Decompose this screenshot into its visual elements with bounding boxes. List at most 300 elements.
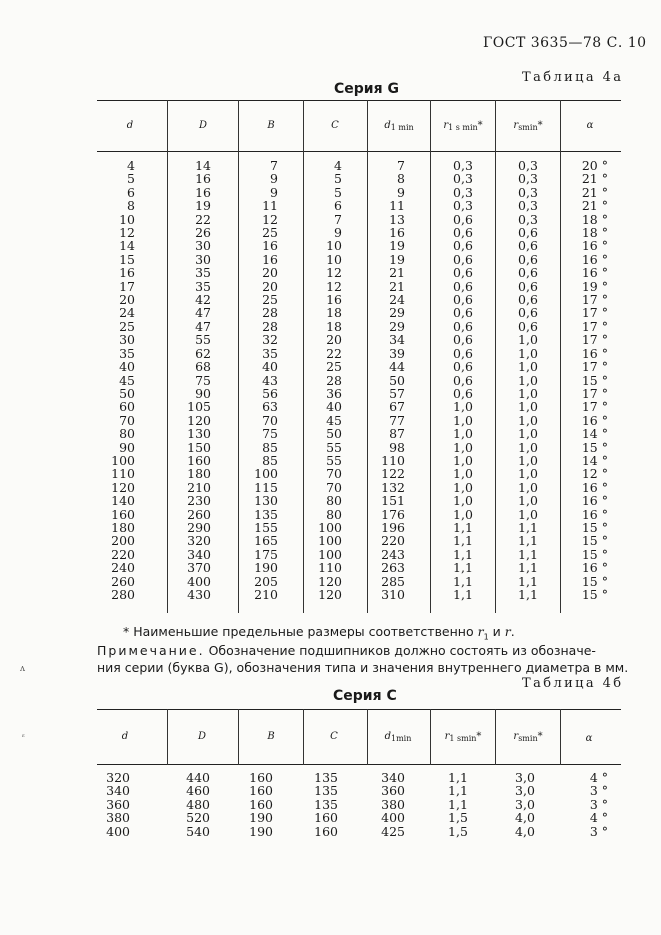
- table-4b-top-rule: [97, 709, 621, 710]
- column-r1: [453, 159, 473, 601]
- table-cell: 160: [249, 783, 273, 799]
- table-cell: 105: [187, 399, 211, 415]
- column-d: [98, 771, 130, 838]
- table-cell: 1,0: [453, 426, 473, 442]
- table-cell: 17 °: [581, 385, 608, 401]
- footnote: * Наименьшие предельные размеры соответственно $r_1$ и r.: [123, 624, 515, 642]
- table-cell: 1,1: [448, 770, 468, 785]
- table-cell: 43: [262, 372, 278, 388]
- table-cell: 40: [119, 359, 135, 375]
- table-cell: 1,0: [453, 479, 473, 495]
- table-cell: 15 °: [581, 519, 608, 535]
- table-cell: 11: [389, 198, 405, 214]
- table-cell: 22: [195, 211, 211, 227]
- table-cell: 57: [389, 385, 405, 401]
- header-rsmin: $r_{smin}*$: [513, 731, 543, 743]
- table-cell: 13: [389, 211, 405, 227]
- table-4b-series-title: Серия С: [333, 688, 397, 704]
- table-cell: 160: [314, 823, 338, 839]
- table-4b-header-rule: [97, 764, 621, 765]
- table-cell: 130: [254, 493, 278, 509]
- table-cell: 132: [381, 479, 405, 495]
- table-cell: 16: [195, 184, 211, 200]
- header-d: d: [126, 120, 134, 131]
- table-cell: 440: [186, 770, 210, 785]
- table-cell: 70: [326, 479, 342, 495]
- header-d: d: [121, 731, 129, 742]
- table-cell: 16: [119, 265, 135, 281]
- table-cell: 380: [106, 810, 130, 826]
- table-cell: 0,6: [453, 225, 473, 241]
- table-cell: 7: [270, 158, 278, 173]
- table-cell: 98: [389, 439, 405, 455]
- table-4b-col-divider: [238, 709, 239, 765]
- column-C: [308, 771, 338, 838]
- table-cell: 50: [389, 372, 405, 388]
- table-cell: 243: [381, 546, 405, 562]
- column-D: [180, 771, 210, 838]
- table-cell: 16: [195, 171, 211, 187]
- table-cell: 12: [262, 211, 278, 227]
- table-cell: 1,0: [453, 412, 473, 428]
- table-cell: 120: [318, 573, 342, 589]
- table-cell: 35: [195, 265, 211, 281]
- table-cell: 45: [326, 412, 342, 428]
- table-cell: 21 °: [581, 171, 608, 187]
- table-cell: 1,1: [453, 533, 473, 549]
- table-cell: 50: [119, 385, 135, 401]
- table-cell: 1,1: [453, 587, 473, 602]
- table-cell: 0,6: [453, 211, 473, 227]
- table-cell: 16 °: [581, 506, 608, 522]
- table-4a-series-title: Серия G: [334, 81, 399, 97]
- table-cell: 35: [195, 278, 211, 294]
- table-cell: 0,6: [453, 238, 473, 254]
- column-B: [248, 159, 278, 601]
- header-B: B: [267, 731, 275, 742]
- table-cell: 67: [389, 399, 405, 415]
- table-cell: 20: [326, 332, 342, 348]
- table-cell: 18 °: [581, 211, 608, 227]
- table-cell: 110: [381, 452, 405, 468]
- table-cell: 1,0: [518, 372, 538, 388]
- table-cell: 9: [334, 225, 342, 241]
- table-cell: 0,6: [518, 278, 538, 294]
- table-cell: 29: [389, 318, 405, 334]
- table-cell: 18: [326, 305, 342, 321]
- table-cell: 190: [249, 823, 273, 839]
- table-cell: 4,0: [515, 810, 535, 826]
- table-cell: 135: [254, 506, 278, 522]
- table-cell: 1,0: [453, 452, 473, 468]
- table-cell: 70: [119, 412, 135, 428]
- table-cell: 1,0: [518, 479, 538, 495]
- table-cell: 176: [381, 506, 405, 522]
- table-cell: 16 °: [581, 251, 608, 267]
- table-cell: 0,3: [453, 171, 473, 187]
- table-cell: 47: [195, 305, 211, 321]
- table-cell: 21: [389, 278, 405, 294]
- column-d: [100, 159, 135, 601]
- note-line-1: Примечание. Обозначение подшипников должно состоять из обозначе-: [97, 643, 596, 658]
- table-cell: 22: [326, 345, 342, 361]
- table-cell: 115: [254, 479, 278, 495]
- table-cell: 17 °: [581, 318, 608, 334]
- table-cell: 175: [254, 546, 278, 562]
- table-cell: 15 °: [581, 546, 608, 562]
- table-cell: 40: [262, 359, 278, 375]
- table-cell: 1,0: [518, 412, 538, 428]
- table-cell: 55: [326, 439, 342, 455]
- table-4b-col-divider: [495, 709, 496, 765]
- table-cell: 160: [187, 452, 211, 468]
- table-cell: 520: [186, 810, 210, 826]
- table-cell: 80: [326, 506, 342, 522]
- table-cell: 400: [381, 810, 405, 826]
- table-cell: 1,1: [453, 560, 473, 576]
- table-cell: 210: [187, 479, 211, 495]
- table-cell: 0,6: [518, 238, 538, 254]
- table-cell: 100: [254, 466, 278, 482]
- table-cell: 220: [111, 546, 135, 562]
- table-cell: 16: [262, 251, 278, 267]
- table-cell: 1,1: [453, 519, 473, 535]
- table-cell: 15 °: [581, 587, 608, 602]
- table-cell: 0,3: [518, 198, 538, 214]
- table-cell: 0,6: [453, 332, 473, 348]
- table-cell: 20: [119, 292, 135, 308]
- table-cell: 1,0: [518, 426, 538, 442]
- column-D: [178, 159, 211, 601]
- table-cell: 25: [119, 318, 135, 334]
- column-d1: [373, 771, 405, 838]
- table-cell: 100: [318, 533, 342, 549]
- table-cell: 4,0: [515, 823, 535, 839]
- table-cell: 190: [249, 810, 273, 826]
- margin-mark: ʌ: [20, 664, 26, 674]
- table-cell: 16 °: [581, 345, 608, 361]
- header-C: C: [331, 120, 339, 131]
- table-4a-col-divider: [560, 100, 561, 613]
- table-cell: 14 °: [581, 426, 608, 442]
- table-cell: 0,3: [518, 184, 538, 200]
- table-cell: 87: [389, 426, 405, 442]
- table-cell: 62: [195, 345, 211, 361]
- table-cell: 1,0: [518, 439, 538, 455]
- table-cell: 26: [195, 225, 211, 241]
- table-cell: 190: [254, 560, 278, 576]
- table-cell: 155: [254, 519, 278, 535]
- table-cell: 151: [381, 493, 405, 509]
- table-cell: 55: [195, 332, 211, 348]
- table-cell: 12: [119, 225, 135, 241]
- table-cell: 6: [334, 198, 342, 214]
- table-cell: 16 °: [581, 479, 608, 495]
- table-cell: 32: [262, 332, 278, 348]
- table-cell: 30: [195, 238, 211, 254]
- table-4b-col-divider: [430, 709, 431, 765]
- table-cell: 110: [111, 466, 135, 482]
- note-line-2: ния серии (буква G), обозначения типа и значения внутреннего диаметра в мм.: [97, 660, 629, 675]
- table-cell: 30: [119, 332, 135, 348]
- table-cell: 0,6: [453, 292, 473, 308]
- table-cell: 20: [262, 278, 278, 294]
- column-alpha: [568, 159, 608, 601]
- table-cell: 310: [381, 587, 405, 602]
- table-cell: 210: [254, 587, 278, 602]
- table-cell: 1,1: [518, 573, 538, 589]
- page-header: ГОСТ 3635—78 С. 10: [483, 35, 647, 51]
- table-4b-col-divider: [560, 709, 561, 765]
- table-cell: 340: [187, 546, 211, 562]
- table-cell: 100: [318, 546, 342, 562]
- table-cell: 1,0: [518, 332, 538, 348]
- table-cell: 165: [254, 533, 278, 549]
- table-cell: 0,6: [453, 265, 473, 281]
- table-cell: 285: [381, 573, 405, 589]
- table-cell: 15: [119, 251, 135, 267]
- table-cell: 36: [326, 385, 342, 401]
- table-cell: 340: [106, 783, 130, 799]
- table-cell: 3,0: [515, 783, 535, 799]
- table-cell: 230: [187, 493, 211, 509]
- table-cell: 1,0: [453, 493, 473, 509]
- table-cell: 1,1: [518, 519, 538, 535]
- table-cell: 63: [262, 399, 278, 415]
- table-cell: 290: [187, 519, 211, 535]
- table-cell: 19: [195, 198, 211, 214]
- table-cell: 200: [111, 533, 135, 549]
- table-cell: 70: [326, 466, 342, 482]
- table-cell: 540: [186, 823, 210, 839]
- table-cell: 21: [389, 265, 405, 281]
- table-cell: 10: [119, 211, 135, 227]
- table-cell: 7: [334, 211, 342, 227]
- table-cell: 19: [389, 251, 405, 267]
- table-cell: 1,1: [453, 573, 473, 589]
- table-cell: 1,0: [453, 466, 473, 482]
- table-cell: 0,6: [518, 305, 538, 321]
- table-cell: 5: [127, 171, 135, 187]
- table-cell: 20: [262, 265, 278, 281]
- table-cell: 135: [314, 770, 338, 785]
- table-cell: 0,6: [453, 372, 473, 388]
- table-cell: 10: [326, 238, 342, 254]
- table-cell: 400: [187, 573, 211, 589]
- table-cell: 0,6: [518, 225, 538, 241]
- table-cell: 0,6: [453, 278, 473, 294]
- header-B: B: [267, 120, 275, 131]
- table-cell: 1,1: [518, 560, 538, 576]
- table-cell: 8: [127, 198, 135, 214]
- table-cell: 1,1: [453, 546, 473, 562]
- table-cell: 260: [111, 573, 135, 589]
- table-cell: 12 °: [581, 466, 608, 482]
- table-cell: 68: [195, 359, 211, 375]
- table-cell: 180: [187, 466, 211, 482]
- table-cell: 25: [262, 292, 278, 308]
- table-cell: 85: [262, 452, 278, 468]
- table-cell: 5: [334, 184, 342, 200]
- table-cell: 11: [262, 198, 278, 214]
- table-cell: 1,0: [518, 399, 538, 415]
- table-cell: 19: [389, 238, 405, 254]
- table-cell: 75: [262, 426, 278, 442]
- table-cell: 90: [119, 439, 135, 455]
- table-cell: 120: [111, 479, 135, 495]
- table-cell: 28: [262, 318, 278, 334]
- table-cell: 120: [187, 412, 211, 428]
- table-cell: 17: [119, 278, 135, 294]
- table-4a-col-divider: [303, 100, 304, 613]
- table-4a-top-rule: [97, 100, 621, 101]
- table-cell: 6: [127, 184, 135, 200]
- table-cell: 45: [119, 372, 135, 388]
- table-cell: 135: [314, 796, 338, 812]
- table-cell: 10: [326, 251, 342, 267]
- table-cell: 160: [249, 796, 273, 812]
- table-cell: 140: [111, 493, 135, 509]
- table-cell: 4 °: [589, 810, 608, 826]
- table-cell: 320: [106, 770, 130, 785]
- table-4a-caption: Таблица 4а: [522, 70, 624, 85]
- table-cell: 85: [262, 439, 278, 455]
- table-cell: 16: [326, 292, 342, 308]
- table-cell: 1,0: [453, 439, 473, 455]
- table-cell: 16 °: [581, 560, 608, 576]
- table-cell: 360: [106, 796, 130, 812]
- table-cell: 9: [397, 184, 405, 200]
- table-cell: 21 °: [581, 198, 608, 214]
- table-cell: 28: [262, 305, 278, 321]
- table-cell: 0,6: [453, 318, 473, 334]
- table-cell: 15 °: [581, 439, 608, 455]
- table-cell: 1,0: [518, 385, 538, 401]
- table-cell: 80: [326, 493, 342, 509]
- header-d1min: $d_{1 min}$: [384, 120, 414, 132]
- table-cell: 47: [195, 318, 211, 334]
- header-D: D: [198, 120, 208, 131]
- table-cell: 160: [249, 770, 273, 785]
- table-cell: 1,0: [518, 466, 538, 482]
- table-cell: 1,1: [518, 533, 538, 549]
- table-cell: 196: [381, 519, 405, 535]
- table-cell: 1,0: [453, 506, 473, 522]
- table-cell: 180: [111, 519, 135, 535]
- table-cell: 9: [270, 184, 278, 200]
- table-cell: 16: [389, 225, 405, 241]
- table-cell: 1,5: [448, 823, 468, 839]
- header-d1min: $d_{1min}$: [384, 731, 412, 743]
- table-cell: 240: [111, 560, 135, 576]
- table-cell: 122: [381, 466, 405, 482]
- table-cell: 150: [187, 439, 211, 455]
- table-cell: 14: [119, 238, 135, 254]
- table-cell: 80: [119, 426, 135, 442]
- column-r1: [448, 771, 468, 838]
- table-cell: 35: [262, 345, 278, 361]
- column-d1: [375, 159, 405, 601]
- table-4a-col-divider: [367, 100, 368, 613]
- table-4a-col-divider: [430, 100, 431, 613]
- table-cell: 1,1: [518, 587, 538, 602]
- table-cell: 1,1: [448, 783, 468, 799]
- table-cell: 16 °: [581, 265, 608, 281]
- table-cell: 0,6: [453, 385, 473, 401]
- table-4b-col-divider: [303, 709, 304, 765]
- table-cell: 1,0: [518, 345, 538, 361]
- table-cell: 1,0: [518, 452, 538, 468]
- table-4a-col-divider: [167, 100, 168, 613]
- table-cell: 17 °: [581, 332, 608, 348]
- table-cell: 1,1: [448, 796, 468, 812]
- table-cell: 1,0: [518, 506, 538, 522]
- table-cell: 25: [262, 225, 278, 241]
- table-4b-col-divider: [367, 709, 368, 765]
- header-C: C: [330, 731, 338, 742]
- table-cell: 120: [318, 587, 342, 602]
- column-C: [312, 159, 342, 601]
- table-cell: 4: [334, 158, 342, 173]
- table-cell: 0,6: [453, 251, 473, 267]
- table-cell: 460: [186, 783, 210, 799]
- table-cell: 360: [381, 783, 405, 799]
- table-cell: 480: [186, 796, 210, 812]
- column-alpha: [568, 771, 608, 838]
- table-cell: 220: [381, 533, 405, 549]
- table-cell: 42: [195, 292, 211, 308]
- table-cell: 100: [318, 519, 342, 535]
- table-4a-header-rule: [97, 151, 621, 152]
- table-cell: 20 °: [581, 158, 608, 173]
- table-cell: 55: [326, 452, 342, 468]
- table-cell: 34: [389, 332, 405, 348]
- header-D: D: [197, 731, 207, 742]
- table-cell: 3 °: [589, 823, 608, 839]
- table-cell: 1,0: [518, 359, 538, 375]
- table-cell: 44: [389, 359, 405, 375]
- table-cell: 21 °: [581, 184, 608, 200]
- column-r: [518, 159, 538, 601]
- table-cell: 19 °: [581, 278, 608, 294]
- margin-mark: ᵋ: [22, 733, 26, 743]
- table-cell: 430: [187, 587, 211, 602]
- table-cell: 0,6: [453, 305, 473, 321]
- table-cell: 1,1: [518, 546, 538, 562]
- table-cell: 29: [389, 305, 405, 321]
- column-r: [515, 771, 535, 838]
- table-cell: 30: [195, 251, 211, 267]
- table-cell: 40: [326, 399, 342, 415]
- table-cell: 15 °: [581, 533, 608, 549]
- table-cell: 0,3: [453, 158, 473, 173]
- table-cell: 0,3: [518, 211, 538, 227]
- table-cell: 280: [111, 587, 135, 602]
- table-cell: 4 °: [589, 770, 608, 785]
- table-cell: 1,5: [448, 810, 468, 826]
- table-cell: 3 °: [589, 796, 608, 812]
- table-cell: 18 °: [581, 225, 608, 241]
- table-cell: 28: [326, 372, 342, 388]
- table-cell: 4: [127, 158, 135, 173]
- table-cell: 320: [187, 533, 211, 549]
- table-cell: 0,6: [453, 359, 473, 375]
- table-cell: 0,6: [453, 345, 473, 361]
- table-cell: 3,0: [515, 796, 535, 812]
- table-cell: 0,3: [518, 158, 538, 173]
- table-cell: 340: [381, 770, 405, 785]
- table-cell: 425: [381, 823, 405, 839]
